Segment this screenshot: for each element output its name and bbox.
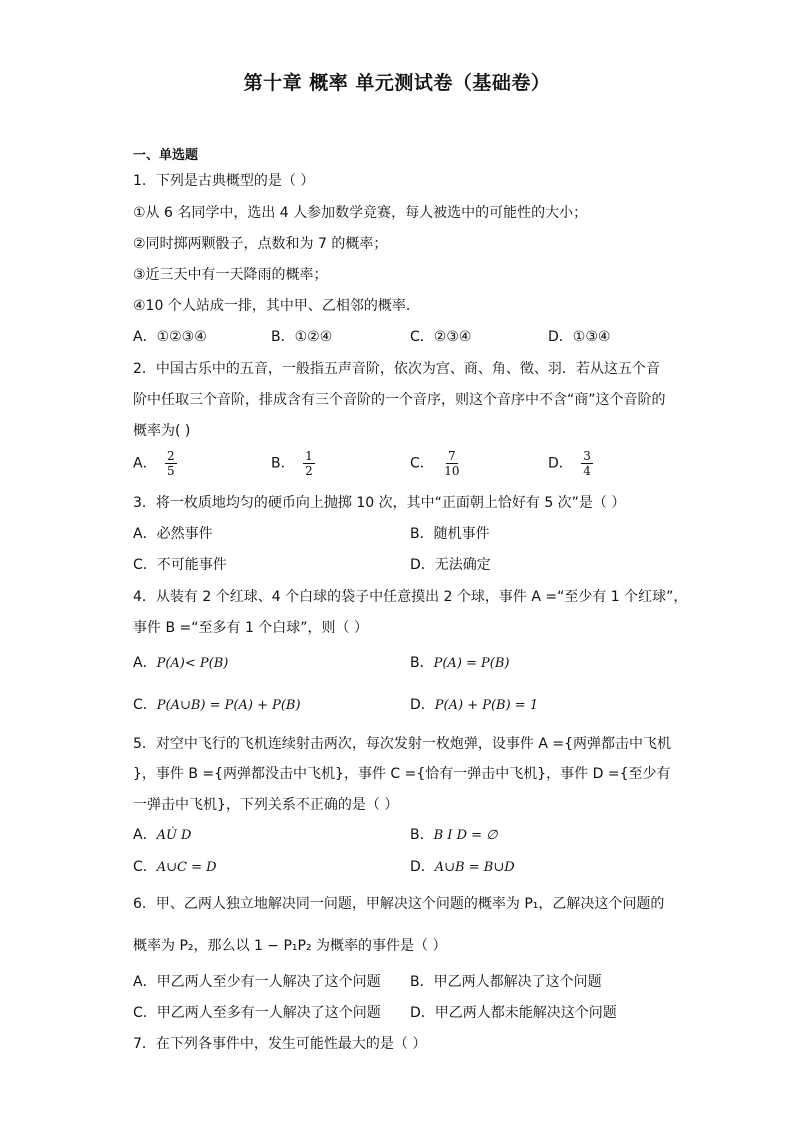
option-letter: B． [410,655,434,671]
q6-line-2: 概率为 P₂，那么以 1 − P₁P₂ 为概率的事件是（ ） [133,938,447,954]
numerator: 1 [305,449,313,463]
q2-line-1: 2．中国古乐中的五音，一般指五声音阶，依次为宫、商、角、徵、羽．若从这五个音 [133,361,660,377]
option-expression: P(A) + P(B) = 1 [434,698,539,713]
q3-option-b: B．随机事件 [410,526,490,542]
option-letter: C． [410,455,434,472]
q2-option-a [133,449,177,478]
q1-option-b: B．①②④ [271,329,333,345]
q6-option-a: A．甲乙两人至少有一人解决了这个问题 [133,974,381,990]
q2-line-3: 概率为( ) [133,423,191,439]
option-letter: C． [133,859,157,875]
option-expression: B I D = ∅ [433,828,498,843]
q1-option-a: A．①②③④ [133,329,207,345]
denominator: 4 [583,464,591,478]
q4-option-a [133,654,228,673]
q2-option-c [410,449,462,478]
q1-item-3: ③近三天中有一天降雨的概率； [133,267,328,283]
numerator: 2 [167,449,175,463]
q4-line-2: 事件 B =“至多有 1 个白球”，则（ ） [133,620,368,636]
q5-option-d [410,858,515,877]
option-expression: AÙ D [156,828,192,843]
q3-option-d: D．无法确定 [410,557,491,573]
q5-option-c [133,858,217,877]
q2-option-b [271,449,315,478]
option-expression: P(A∪B) = P(A) + P(B) [156,698,301,713]
option-letter: A． [133,655,157,671]
q5-option-a [133,826,191,845]
numerator: 3 [583,449,591,463]
q3-stem: 3．将一枚质地均匀的硬币向上抛掷 10 次，其中“正面朝上恰好有 5 次”是（ ） [133,495,626,511]
denominator: 2 [305,464,313,478]
q6-option-c: C．甲乙两人至多有一人解决了这个问题 [133,1005,381,1021]
q6-option-d: D．甲乙两人都未能解决这个问题 [410,1005,617,1021]
denominator: 5 [167,464,175,478]
q4-option-b [410,654,510,673]
option-expression: A∪C = D [156,860,217,875]
q3-option-c: C．不可能事件 [133,557,227,573]
option-expression: P(A)< P(B) [156,656,229,671]
q5-line-1: 5．对空中飞行的飞机连续射击两次，每次发射一枚炮弹，设事件 A ={两弹都击中飞机 [133,736,672,752]
q5-option-b [410,826,497,845]
option-letter: C． [133,697,157,713]
option-letter: D． [410,697,435,713]
page-title: 第十章 概率 单元测试卷（基础卷） [243,72,551,94]
option-letter: A． [133,455,157,472]
denominator: 10 [444,464,460,478]
q7-stem: 7．在下列各事件中，发生可能性最大的是（ ） [133,1036,427,1052]
q2-option-d [548,449,593,478]
q3-option-a: A．必然事件 [133,526,213,542]
option-letter: D． [410,859,435,875]
section-heading: 一、单选题 [133,148,199,163]
fraction [165,449,177,478]
q5-line-3: 一弹击中飞机}，下列关系不正确的是（ ） [133,797,399,813]
option-letter: A． [133,827,157,843]
q4-option-c [133,696,301,715]
q1-stem: 1．下列是古典概型的是（ ） [133,173,315,189]
q2-line-2: 阶中任取三个音阶，排成含有三个音阶的一个音序，则这个音序中不含“商”这个音阶的 [133,392,666,408]
q6-option-b: B．甲乙两人都解决了这个问题 [410,974,602,990]
q1-item-4: ④10 个人站成一排，其中甲、乙相邻的概率. [133,298,411,314]
q6-line-1: 6．甲、乙两人独立地解决同一问题，甲解决这个问题的概率为 P₁，乙解决这个问题的 [133,896,665,912]
fraction [442,449,461,478]
fraction [581,449,593,478]
option-letter: D． [548,455,573,472]
q1-item-2: ②同时掷两颗骰子，点数和为 7 的概率； [133,236,388,252]
q4-line-1: 4．从装有 2 个红球、4 个白球的袋子中任意摸出 2 个球，事件 A =“至少有 1 个红球”， [133,589,688,605]
option-expression: A∪B = B∪D [434,860,515,875]
option-letter: B． [410,827,434,843]
q4-option-d [410,696,538,715]
q1-option-d: D．①③④ [548,329,611,345]
numerator: 7 [448,449,456,463]
fraction [303,449,315,478]
q1-item-1: ①从 6 名同学中，选出 4 人参加数学竞赛，每人被选中的可能性的大小； [133,205,588,221]
option-expression: P(A) = P(B) [433,656,510,671]
option-letter: B． [271,455,295,472]
q1-option-c: C．②③④ [410,329,472,345]
q5-line-2: }，事件 B ={两弹都没击中飞机}，事件 C ={恰有一弹击中飞机}，事件 D ={至少有 [133,766,671,782]
